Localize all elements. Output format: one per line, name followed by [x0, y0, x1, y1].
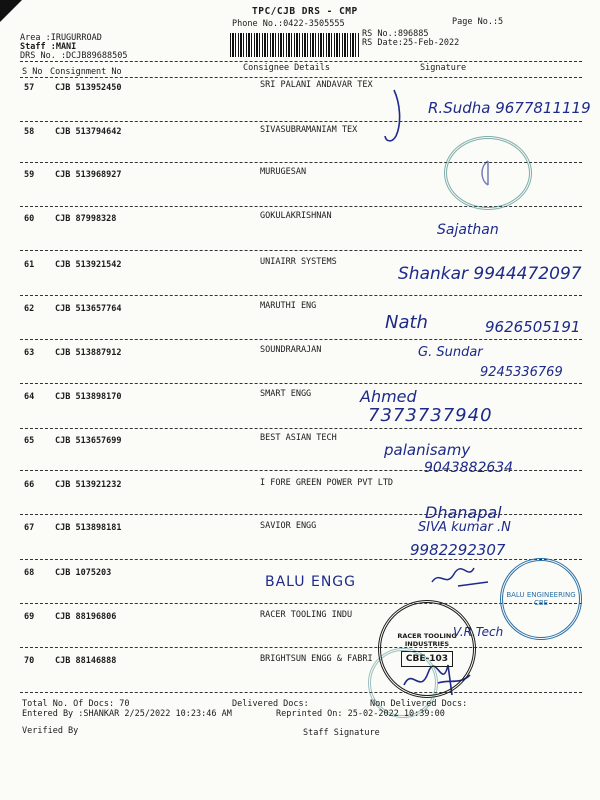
signature-63-phone: 9245336769: [480, 365, 563, 380]
col-sno: S No: [22, 67, 43, 77]
row-sno: 64: [24, 392, 35, 402]
row-consignee: MARUTHI ENG: [260, 301, 317, 311]
row-consignment: CJB 513968927: [55, 170, 122, 180]
row-sno: 59: [24, 170, 35, 180]
row-consignment: CJB 513794642: [55, 127, 122, 137]
signature-64-phone: 7373737940: [368, 405, 493, 426]
row-sno: 68: [24, 568, 35, 578]
row-divider: [20, 295, 582, 296]
signature-bracket-mark: [382, 88, 412, 146]
stamp-row-59: [444, 136, 532, 210]
signature-63-name: G. Sundar: [418, 345, 483, 360]
row-consignee: SMART ENGG: [260, 389, 312, 399]
row-divider: [20, 250, 582, 251]
col-signature: Signature: [420, 63, 467, 73]
row-sno: 60: [24, 214, 35, 224]
signature-68-scribble: [428, 560, 498, 595]
row-sno: 67: [24, 523, 35, 533]
signature-61: Shankar 9944472097: [398, 264, 582, 284]
header-divider-top: [20, 61, 582, 62]
non-delivered-docs: Non Delivered Docs:: [370, 699, 468, 709]
row-consignee: SAVIOR ENGG: [260, 521, 317, 531]
staff-signature: Staff Signature: [303, 728, 380, 738]
signature-57: R.Sudha 9677811119: [428, 99, 591, 117]
stamp-balu-engineering: BALU ENGINEERING CBE: [500, 558, 582, 640]
signature-67-name: Dhanapal: [425, 503, 502, 522]
signature-62-phone: 9626505191: [485, 318, 581, 336]
row-sno: 66: [24, 480, 35, 490]
row-sno: 62: [24, 304, 35, 314]
phone-number: Phone No.:0422-3505555: [232, 19, 345, 29]
row-consignment: CJB 513921232: [55, 480, 122, 490]
row-consignee: SOUNDRARAJAN: [260, 345, 322, 355]
signature-67-alt: SIVA kumar .N: [418, 520, 511, 535]
row-consignee: GOKULAKRISHNAN: [260, 211, 332, 221]
drs-number: DRS No. :DCJB89688505: [20, 51, 128, 61]
col-consignment: Consignment No: [50, 67, 122, 77]
barcode: [230, 33, 360, 57]
row-sno: 57: [24, 83, 35, 93]
row-consignee: RACER TOOLING INDU: [260, 610, 353, 620]
stamp-racer-tooling: RACER TOOLING INDUSTRIES CBE-103: [378, 600, 476, 698]
row-sno: 61: [24, 260, 35, 270]
row-consignee: I FORE GREEN POWER PVT LTD: [260, 478, 394, 488]
row-consignment: CJB 88196806: [55, 612, 117, 622]
page-number: Page No.:5: [452, 17, 504, 27]
row-consignment: CJB 513898181: [55, 523, 122, 533]
row-divider: [20, 428, 582, 429]
row-consignment: CJB 87998328: [55, 214, 117, 224]
row-divider: [20, 603, 582, 604]
delivered-docs: Delivered Docs:: [232, 699, 309, 709]
row-divider: [20, 692, 582, 693]
row-consignment: CJB 513921542: [55, 260, 122, 270]
row-consignee: MURUGESAN: [260, 167, 307, 177]
row-divider: [20, 339, 582, 340]
row-consignment: CJB 513952450: [55, 83, 122, 93]
row-consignment: CJB 1075203: [55, 568, 112, 578]
row-sno: 65: [24, 436, 35, 446]
rs-number: RS No.:896885: [362, 29, 429, 39]
signature-68: BALU ENGG: [265, 574, 356, 590]
row-consignee: SIVASUBRAMANIAM TEX: [260, 125, 358, 135]
staff: Staff :MANI: [20, 42, 77, 52]
corner-mark: [0, 0, 22, 22]
entered-by: Entered By :SHANKAR 2/25/2022 10:23:46 AM: [22, 709, 232, 719]
row-consignment: CJB 513657764: [55, 304, 122, 314]
total-docs: Total No. Of Docs: 70: [22, 699, 130, 709]
signature-62-name: Nath: [385, 312, 428, 333]
row-consignee: UNIAIRR SYSTEMS: [260, 257, 337, 267]
row-sno: 58: [24, 127, 35, 137]
signature-69: V.R.Tech: [453, 625, 504, 639]
area: Area :IRUGURROAD: [20, 33, 102, 43]
row-consignee: BEST ASIAN TECH: [260, 433, 337, 443]
row-consignee: SRI PALANI ANDAVAR TEX: [260, 80, 373, 90]
document-title: TPC/CJB DRS - CMP: [252, 6, 358, 17]
rs-date: RS Date:25-Feb-2022: [362, 38, 460, 48]
row-divider: [20, 121, 582, 122]
row-sno: 69: [24, 612, 35, 622]
col-consignee: Consignee Details: [243, 63, 330, 73]
reprinted-on: Reprinted On: 25-02-2022 10:39:00: [276, 709, 445, 719]
row-consignee: BRIGHTSUN ENGG & FABRI: [260, 654, 373, 664]
row-divider: [20, 647, 582, 648]
row-consignment: CJB 513887912: [55, 348, 122, 358]
signature-65-phone: 9043882634: [424, 460, 514, 476]
row-consignment: CJB 88146888: [55, 656, 117, 666]
row-divider: [20, 383, 582, 384]
header-divider-bottom: [20, 77, 582, 78]
row-sno: 63: [24, 348, 35, 358]
signature-65-name: palanisamy: [384, 441, 471, 459]
signature-67-phone: 9982292307: [410, 541, 506, 559]
row-consignment: CJB 513898170: [55, 392, 122, 402]
verified-by: Verified By: [22, 726, 79, 736]
signature-64-name: Ahmed: [360, 387, 417, 406]
row-sno: 70: [24, 656, 35, 666]
signature-60: Sajathan: [437, 222, 499, 238]
row-consignment: CJB 513657699: [55, 436, 122, 446]
